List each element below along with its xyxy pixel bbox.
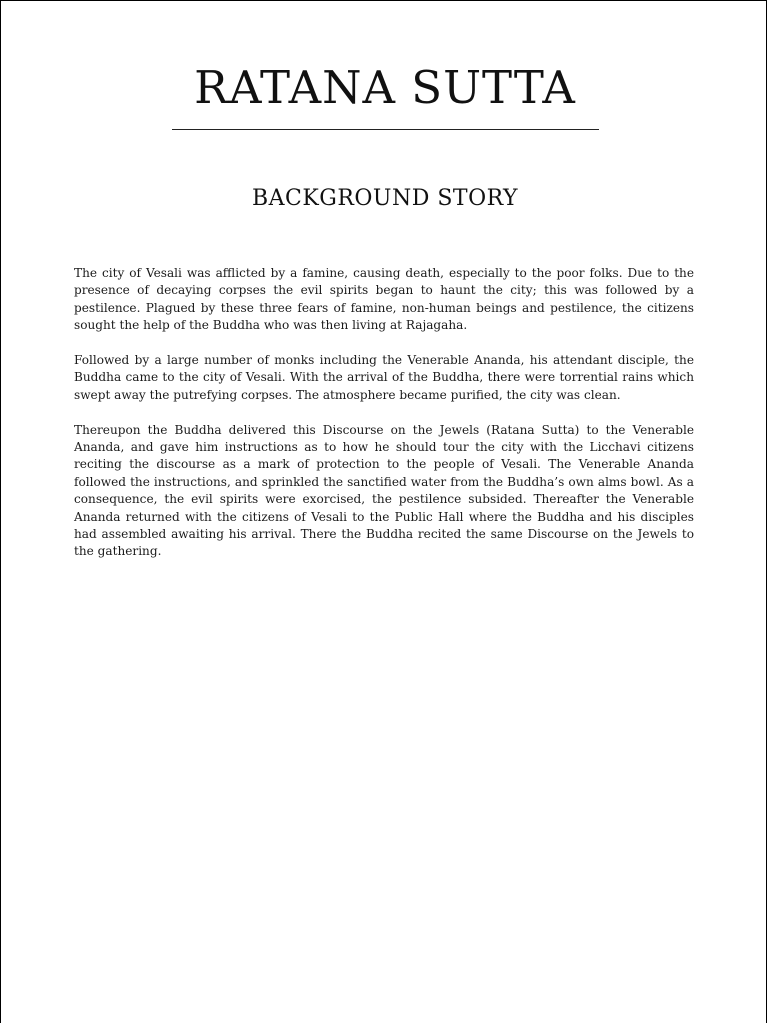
page-title: RATANA SUTTA — [194, 61, 576, 114]
title-divider — [172, 129, 599, 130]
section-heading: BACKGROUND STORY — [251, 186, 519, 211]
body-text — [74, 265, 694, 578]
paragraph-2: Followed by a large number of monks including the Venerable Ananda, his attendant disciple, the Buddha came to the city of Vesali. With the arrival of the Buddha, there were torrential rains which swept away the putrefying corpses. The atmosphere became purified, the city was clean. — [74, 353, 694, 402]
paragraph-3: Thereupon the Buddha delivered this Discourse on the Jewels (Ratana Sutta) to the Venerable Ananda, and gave him instructions as to how he should tour the city with the Licchavi citizens reciting the discourse as a mark of protection to the people of Vesali. The Venerable Ananda followed the instructions, and sprinkled the sanctified water from the Buddha’s own alms bowl. As a consequence, the evil spirits were exorcised, the pestilence subsided. Thereafter the Venerable Ananda returned with the citizens of Vesali to the Public Hall where the Buddha and his disciples had assembled awaiting his arrival. There the Buddha recited the same Discourse on the Jewels to the gathering. — [74, 422, 694, 559]
paragraph-1: The city of Vesali was afflicted by a famine, causing death, especially to the poor folks. Due to the presence of decaying corpses the evil spirits began to haunt the city; this was followed by a pestilence. Plagued by these three fears of famine, non-human beings and pestilence, the citizens sought the help of the Buddha who was then living at Rajagaha. — [74, 266, 694, 333]
